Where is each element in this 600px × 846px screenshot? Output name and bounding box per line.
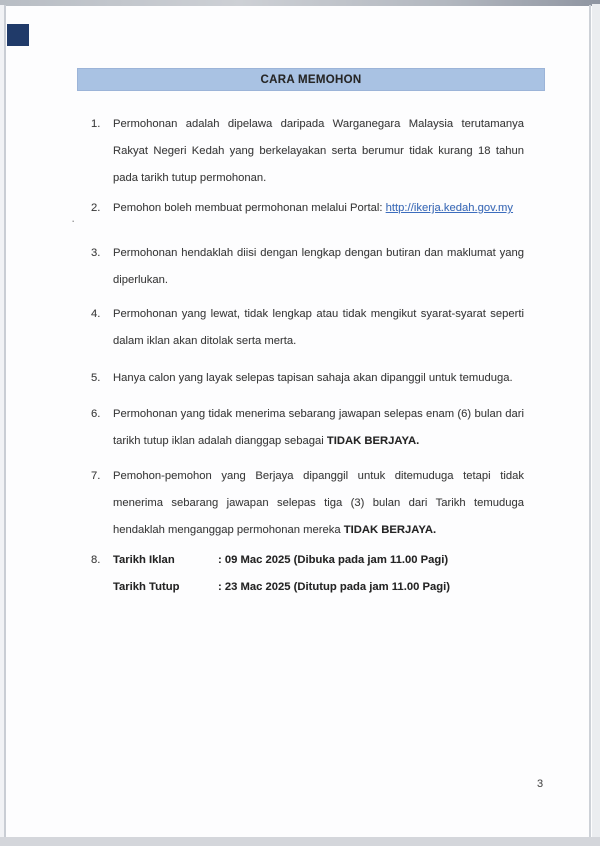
list-number: 5. (91, 372, 101, 384)
list-number: 4. (91, 308, 101, 320)
list-item-1 (91, 111, 524, 192)
text-line: Permohonan yang lewat, tidak lengkap atau tidak mengikut syarat-syarat seperti (113, 308, 524, 320)
list-item-5 (91, 365, 524, 392)
list-item-3 (91, 240, 524, 294)
text-line: dalam iklan akan ditolak serta merta. (113, 335, 297, 347)
list-item-body (113, 401, 524, 455)
page-top-shadow (0, 0, 600, 6)
section-header-title: CARA MEMOHON (260, 73, 362, 86)
list-number: 6. (91, 408, 101, 420)
page-bottom-shadow (0, 837, 600, 846)
list-number: 2. (91, 202, 101, 214)
list-item-body (113, 111, 524, 192)
text-line: diperlukan. (113, 274, 169, 286)
text-line (113, 428, 524, 455)
list-item-body (113, 301, 524, 355)
text-line: Permohonan hendaklah diisi dengan lengkap dengan butiran dan maklumat yang (113, 247, 524, 259)
date-label: Tarikh Iklan (113, 554, 175, 566)
text-line: Permohonan adalah dipelawa daripada Warganegara Malaysia terutamanya (113, 118, 524, 130)
page-left-edge (4, 5, 6, 840)
list-item-body (113, 240, 524, 294)
date-value: : 09 Mac 2025 (Dibuka pada jam 11.00 Pagi) (218, 554, 449, 566)
date-value: : 23 Mac 2025 (Ditutup pada jam 11.00 Pagi) (218, 581, 450, 593)
page-right-edge (589, 5, 591, 838)
text-segment: tarikh tutup iklan adalah dianggap sebagai (113, 435, 327, 447)
corner-artifact (7, 24, 29, 46)
list-item-body (113, 195, 524, 222)
text-line (113, 517, 524, 544)
list-item-7 (91, 463, 524, 544)
page-number: 3 (537, 778, 544, 790)
stray-ink-mark: · (71, 213, 76, 228)
list-number: 1. (91, 118, 101, 130)
list-number: 3. (91, 247, 101, 259)
page-right-margin (592, 4, 600, 846)
list-item-6 (91, 401, 524, 455)
text-segment: Pemohon boleh membuat permohonan melalui Portal: (113, 202, 386, 214)
bold-text-segment: TIDAK BERJAYA. (343, 524, 437, 536)
text-line: Permohonan yang tidak menerima sebarang jawapan selepas enam (6) bulan dari (113, 408, 524, 420)
date-row-close (113, 574, 524, 601)
date-row-open (113, 547, 524, 574)
text-line: menerima sebarang jawapan selepas tiga (3) bulan dari Tarikh temuduga (113, 497, 524, 509)
text-line: Rakyat Negeri Kedah yang berkelayakan serta berumur tidak kurang 18 tahun (113, 145, 524, 157)
text-line (113, 195, 524, 222)
list-item-body (113, 547, 524, 601)
portal-link[interactable]: http://ikerja.kedah.gov.my (385, 202, 514, 214)
text-line: pada tarikh tutup permohonan. (113, 172, 267, 184)
list-item-8 (91, 547, 524, 601)
bold-text-segment: TIDAK BERJAYA. (326, 435, 420, 447)
date-label: Tarikh Tutup (113, 581, 180, 593)
list-item-4 (91, 301, 524, 355)
section-header-bar (77, 68, 545, 91)
list-number: 7. (91, 470, 101, 482)
text-segment: hendaklah menganggap permohonan mereka (113, 524, 344, 536)
list-number: 8. (91, 554, 101, 566)
list-item-body (113, 463, 524, 544)
text-line: Pemohon-pemohon yang Berjaya dipanggil untuk ditemuduga tetapi tidak (113, 470, 524, 482)
text-line: Hanya calon yang layak selepas tapisan sahaja akan dipanggil untuk temuduga. (113, 372, 513, 384)
list-item-2 (91, 195, 524, 222)
list-item-body (113, 365, 524, 392)
